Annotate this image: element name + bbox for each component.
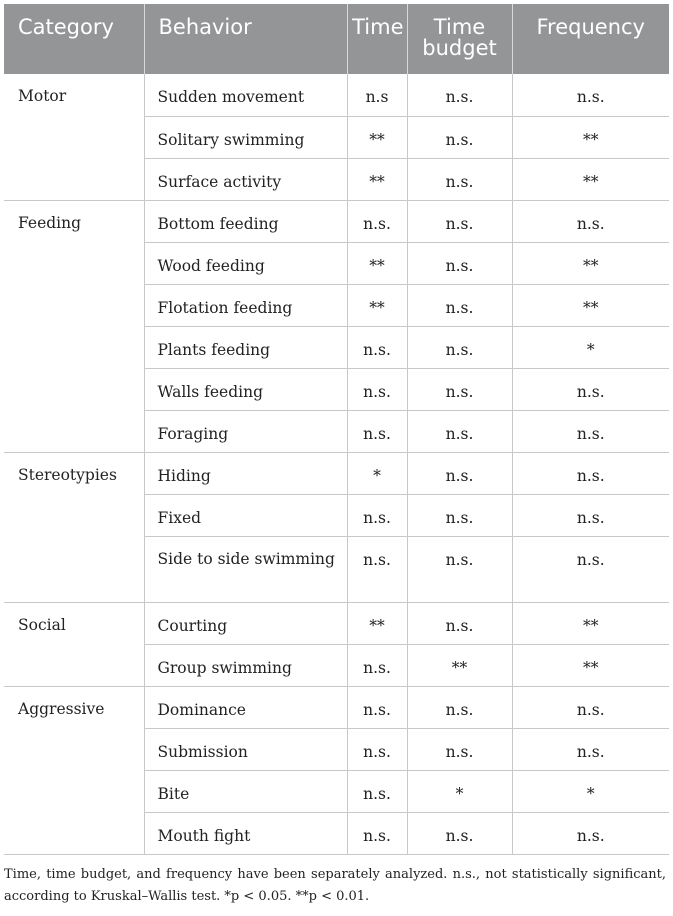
time-budget-cell: n.s. bbox=[407, 812, 512, 854]
frequency-cell: n.s. bbox=[512, 74, 669, 116]
time-cell: n.s. bbox=[347, 200, 407, 242]
behavior-cell: Mouth fight bbox=[144, 812, 347, 854]
frequency-cell: n.s. bbox=[512, 812, 669, 854]
behavior-cell: Dominance bbox=[144, 686, 347, 728]
behavior-cell: Sudden movement bbox=[144, 74, 347, 116]
time-cell: n.s. bbox=[347, 812, 407, 854]
header-behavior: Behavior bbox=[144, 4, 347, 74]
table-footnote: Time, time budget, and frequency have been separately analyzed. n.s., not statistically significant, according to Kruskal–Wallis test. *p < 0.05. **p < 0.01. bbox=[4, 867, 666, 904]
frequency-cell: ** bbox=[512, 644, 669, 686]
time-cell: * bbox=[347, 452, 407, 494]
time-cell: n.s. bbox=[347, 770, 407, 812]
behavior-cell: Flotation feeding bbox=[144, 284, 347, 326]
behavior-cell: Plants feeding bbox=[144, 326, 347, 368]
behavior-cell: Side to side swimming bbox=[144, 536, 347, 602]
header-frequency: Frequency bbox=[512, 4, 669, 74]
frequency-cell: ** bbox=[512, 602, 669, 644]
header-time-budget: Time budget bbox=[407, 4, 512, 74]
time-budget-cell: n.s. bbox=[407, 452, 512, 494]
category-cell: Stereotypies bbox=[4, 452, 144, 602]
table-row bbox=[4, 686, 669, 728]
frequency-cell: ** bbox=[512, 242, 669, 284]
behavior-cell: Group swimming bbox=[144, 644, 347, 686]
frequency-cell: ** bbox=[512, 284, 669, 326]
frequency-cell: * bbox=[512, 770, 669, 812]
results-table bbox=[4, 4, 669, 855]
behavior-cell: Surface activity bbox=[144, 158, 347, 200]
frequency-cell: n.s. bbox=[512, 410, 669, 452]
frequency-cell: n.s. bbox=[512, 452, 669, 494]
results-table-container bbox=[4, 4, 669, 855]
category-cell: Motor bbox=[4, 74, 144, 200]
time-cell: n.s. bbox=[347, 326, 407, 368]
time-cell: n.s. bbox=[347, 410, 407, 452]
time-budget-cell: n.s. bbox=[407, 728, 512, 770]
time-budget-cell: n.s. bbox=[407, 74, 512, 116]
time-budget-cell: n.s. bbox=[407, 116, 512, 158]
behavior-cell: Courting bbox=[144, 602, 347, 644]
frequency-cell: n.s. bbox=[512, 200, 669, 242]
behavior-cell: Fixed bbox=[144, 494, 347, 536]
time-cell: ** bbox=[347, 158, 407, 200]
behavior-cell: Walls feeding bbox=[144, 368, 347, 410]
frequency-cell: * bbox=[512, 326, 669, 368]
time-budget-cell: n.s. bbox=[407, 242, 512, 284]
time-budget-cell: n.s. bbox=[407, 602, 512, 644]
category-cell: Social bbox=[4, 602, 144, 686]
time-budget-cell: n.s. bbox=[407, 410, 512, 452]
category-cell: Aggressive bbox=[4, 686, 144, 854]
frequency-cell: n.s. bbox=[512, 536, 669, 602]
header-row bbox=[4, 4, 669, 74]
time-cell: ** bbox=[347, 284, 407, 326]
frequency-cell: ** bbox=[512, 116, 669, 158]
behavior-cell: Hiding bbox=[144, 452, 347, 494]
table-row bbox=[4, 74, 669, 116]
time-budget-cell: n.s. bbox=[407, 686, 512, 728]
frequency-cell: ** bbox=[512, 158, 669, 200]
behavior-cell: Foraging bbox=[144, 410, 347, 452]
table-row bbox=[4, 200, 669, 242]
time-budget-cell: n.s. bbox=[407, 284, 512, 326]
time-budget-cell: n.s. bbox=[407, 158, 512, 200]
behavior-cell: Bottom feeding bbox=[144, 200, 347, 242]
header-category: Category bbox=[4, 4, 144, 74]
time-budget-cell: n.s. bbox=[407, 536, 512, 602]
time-cell: ** bbox=[347, 116, 407, 158]
behavior-cell: Solitary swimming bbox=[144, 116, 347, 158]
frequency-cell: n.s. bbox=[512, 368, 669, 410]
time-cell: n.s. bbox=[347, 536, 407, 602]
time-cell: n.s. bbox=[347, 728, 407, 770]
time-budget-cell: n.s. bbox=[407, 326, 512, 368]
time-cell: n.s. bbox=[347, 644, 407, 686]
frequency-cell: n.s. bbox=[512, 728, 669, 770]
time-cell: ** bbox=[347, 242, 407, 284]
header-time: Time bbox=[347, 4, 407, 74]
time-cell: n.s. bbox=[347, 494, 407, 536]
time-cell: ** bbox=[347, 602, 407, 644]
table-row bbox=[4, 452, 669, 494]
time-budget-cell: n.s. bbox=[407, 368, 512, 410]
time-budget-cell: n.s. bbox=[407, 494, 512, 536]
time-cell: n.s bbox=[347, 74, 407, 116]
time-budget-cell: n.s. bbox=[407, 200, 512, 242]
behavior-cell: Bite bbox=[144, 770, 347, 812]
behavior-cell: Submission bbox=[144, 728, 347, 770]
time-budget-cell: ** bbox=[407, 644, 512, 686]
table-row bbox=[4, 602, 669, 644]
time-cell: n.s. bbox=[347, 686, 407, 728]
behavior-cell: Wood feeding bbox=[144, 242, 347, 284]
frequency-cell: n.s. bbox=[512, 686, 669, 728]
time-budget-cell: * bbox=[407, 770, 512, 812]
category-cell: Feeding bbox=[4, 200, 144, 452]
time-cell: n.s. bbox=[347, 368, 407, 410]
frequency-cell: n.s. bbox=[512, 494, 669, 536]
